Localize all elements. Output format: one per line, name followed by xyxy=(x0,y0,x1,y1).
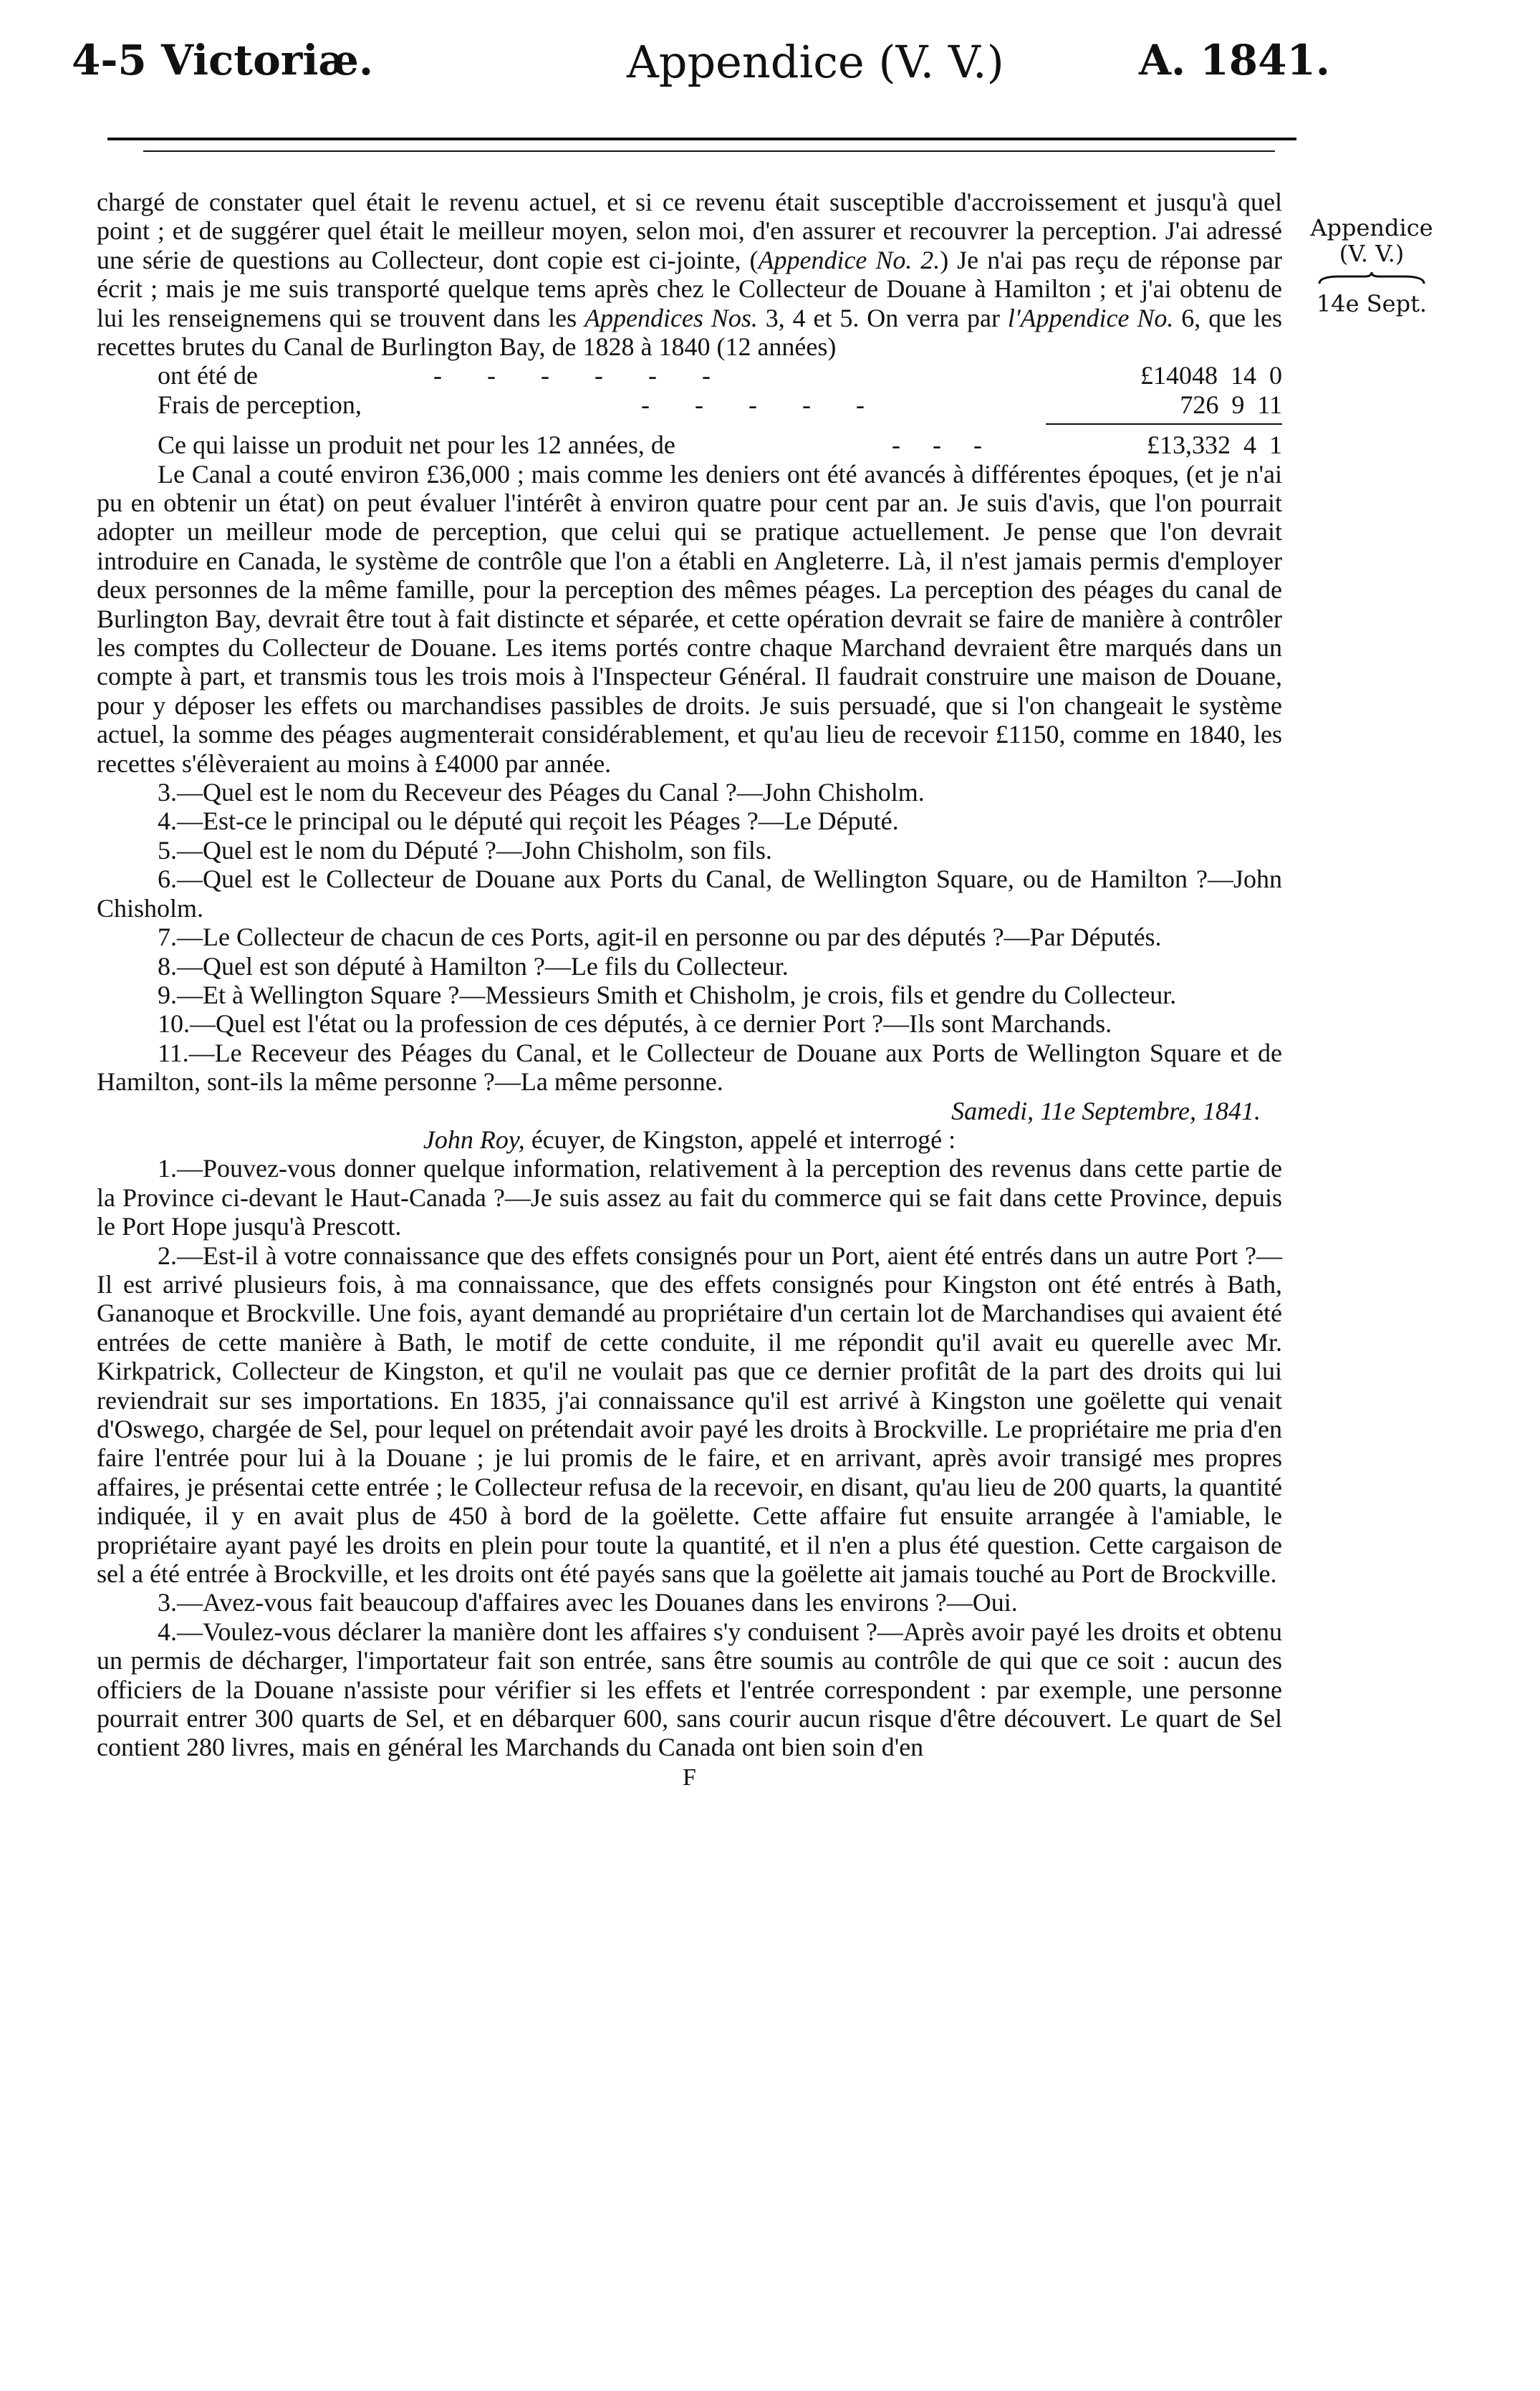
margin-note-date: 14e Sept. xyxy=(1316,290,1428,317)
qa-item: 5.—Quel est le nom du Député ?—John Chisholm, son fils. xyxy=(158,835,772,865)
qa-item: 3.—Avez-vous fait beaucoup d'affaires avec les Douanes dans les environs ?—Oui. xyxy=(158,1588,1018,1617)
qa-item: 10.—Quel est l'état ou la profession de ces députés, à ce dernier Port ?—Ils sont Marchands. xyxy=(158,1009,1112,1039)
qa-item: 6.—Quel est le Collecteur de Douane aux Ports du Canal, de Wellington Square, ou de Hamilton ?—John Chisholm. xyxy=(97,865,1282,923)
intro-paragraph: chargé de constater quel était le revenu actuel, et si ce revenu était susceptible d'accroissement et jusqu'à quel point ; et de suggérer quel était le meilleur moyen, selon moi, d'en assurer et recouvrer la perception. J'ai adressé une série de questions au Collecteur, dont copie est ci-jointe, (Appendice No. 2.) Je n'ai pas reçu de réponse par écrit ; mais je me suis transporté quelque tems après chez le Collecteur de Douane à Hamilton ; et j'ai obtenu de lui les renseignemens qui se trouvent dans les Appendices Nos. 3, 4 et 5. On verra par l'Appendice No. 6, que les recettes brutes du Canal de Burlington Bay, de 1828 à 1840 (12 années) xyxy=(97,188,1283,362)
margin-note xyxy=(1304,215,1440,317)
qa-item: 4.—Voulez-vous déclarer la manière dont les affaires s'y conduisent ?—Après avoir payé les droits et obtenu un permis de décharger, l'importateur fait son entrée, sans être soumis au contrôle de qui que ce soit : aucun des officiers de la Douane n'assiste pour vérifier si les effets et l'entrée correspondent : par exemple, une personne pourrait entrer 300 quarts de Sel, et en débarquer 600, sans courir aucun risque d'être découvert. Le quart de Sel contient 280 livres, mais en général les Marchands du Canada ont bien soin d'en xyxy=(97,1617,1282,1762)
margin-note-title: Appendice xyxy=(1310,214,1433,241)
qa-item: 2.—Est-il à votre connaissance que des effets consignés pour un Port, aient été entrés dans un autre Port ?—Il est arrivé plusieurs fois, à ma connaissance, que des effets consignés pour Kingston ont été entrés à Bath, Gananoque et Brockville. Une fois, ayant demandé au propriétaire d'un certain lot de Marchandises qui avaient été entrées de cette manière à Bath, le motif de cette conduite, il me répondit qu'il avait eu querelle avec Mr. Kirkpatrick, Collecteur de Kingston, et qu'il ne voulait pas que ce dernier profitât de la part des droits qui lui reviendrait sur ses importations. En 1835, j'ai connaissance qu'il est arrivé à Kingston une goëlette qui venait d'Oswego, chargée de Sel, pour lequel on prétendait avoir payé les droits à Brockville. Le propriétaire me pria d'en faire l'entrée pour lui à la Douane ; je lui promis de le faire, et en arrivant, après avoir transigé mes propres affaires, je présentai cette entrée ; le Collecteur refusa de la recevoir, en disant, qu'au lieu de 200 quarts, la quantité indiquée, il y en avait plus de 450 à bord de la goëlette. Cette affaire fut ensuite arrangée à l'amiable, le propriétaire ayant payé les droits en plein pour toute la quantité, et il n'en a plus été question. Cette cargaison de sel a été entrée à Brockville, et les droits ont été payés sans que la goëlette ait jamais touché au Port de Brockville. xyxy=(97,1241,1282,1589)
brace-icon xyxy=(1318,271,1425,287)
margin-note-ref: (V. V.) xyxy=(1339,240,1405,267)
signature-mark: F xyxy=(683,1764,696,1791)
header-session: 4-5 Victoriæ. xyxy=(72,36,374,85)
witness-line: John Roy, écuyer, de Kingston, appelé et interrogé : xyxy=(423,1125,956,1154)
header-rule-thick xyxy=(107,138,1296,140)
session-date: Samedi, 11e Septembre, 1841. xyxy=(951,1096,1261,1125)
sum-rule xyxy=(97,419,1282,430)
paragraph-canal-cost: Le Canal a couté environ £36,000 ; mais comme les deniers ont été avancés à différentes époques, (et je n'ai pu en obtenir un état) on peut évaluer l'intérêt à environ quatre pour cent par an. Je suis d'avis, que l'on pourrait adopter un meilleur mode de perception, que celui qui se pratique actuellement. Je pense que l'on devrait introduire en Canada, le système de contrôle que l'on a établi en Angleterre. Là, il n'est jamais permis d'employer deux personnes de la même famille, pour la perception des mêmes péages. La perception des péages du canal de Burlington Bay, devrait être tout à fait distincte et séparée, et cette opération devrait se faire de manière à contrôler les comptes du Collecteur de Douane. Les items portés contre chaque Marchand devraient être marqués dans un compte à part, et transmis tous les trois mois à l'Inspecteur Général. Il faudrait construire une maison de Douane, pour y déposer les effets ou marchandises passibles de droits. Je suis persuadé, que si l'on changeait le système actuel, la somme des péages augmenterait considérablement, et qu'au lieu de recevoir £1150, comme en 1840, les recettes s'élèveraient au moins à £4000 par année. xyxy=(97,459,1282,778)
qa-item: 9.—Et à Wellington Square ?—Messieurs Smith et Chisholm, je crois, fils et gendre du Collecteur. xyxy=(158,980,1177,1009)
qa-list-second xyxy=(97,1154,1282,1762)
qa-item: 11.—Le Receveur des Péages du Canal, et le Collecteur de Douane aux Ports de Wellington Square et de Hamilton, sont-ils la même personne ?—La même personne. xyxy=(97,1038,1282,1097)
header-year: A. 1841. xyxy=(1139,36,1331,85)
receipts-costs-row: Frais de perception, - - - - - 726 9 11 xyxy=(158,390,1282,419)
receipts-net-row: Ce qui laisse un produit net pour les 12 années, de - - - £13,332 4 1 xyxy=(158,430,1282,460)
page-header xyxy=(72,36,1331,115)
qa-item: 7.—Le Collecteur de chacun de ces Ports, agit-il en personne ou par des députés ?—Par Députés. xyxy=(158,923,1162,952)
header-appendix: Appendice (V. V.) xyxy=(627,36,1004,88)
qa-item: 3.—Quel est le nom du Receveur des Péages du Canal ?—John Chisholm. xyxy=(158,778,925,807)
qa-item: 4.—Est-ce le principal ou le député qui reçoit les Péages ?—Le Député. xyxy=(158,807,899,836)
witness-name: John Roy, xyxy=(423,1125,525,1154)
qa-item: 1.—Pouvez-vous donner quelque information, relativement à la perception des revenus dans cette partie de la Province ci-devant le Haut-Canada ?—Je suis assez au fait du commerce qui se fait dans cette Province, depuis le Port Hope jusqu'à Prescott. xyxy=(97,1154,1282,1241)
header-rule-thin xyxy=(143,150,1275,152)
qa-list-first xyxy=(97,778,1282,1096)
receipts-gross-row: ont été de - - - - - - £14048 14 0 xyxy=(158,361,1282,390)
document-body xyxy=(97,188,1282,1792)
qa-item: 8.—Quel est son député à Hamilton ?—Le fils du Collecteur. xyxy=(158,951,789,981)
